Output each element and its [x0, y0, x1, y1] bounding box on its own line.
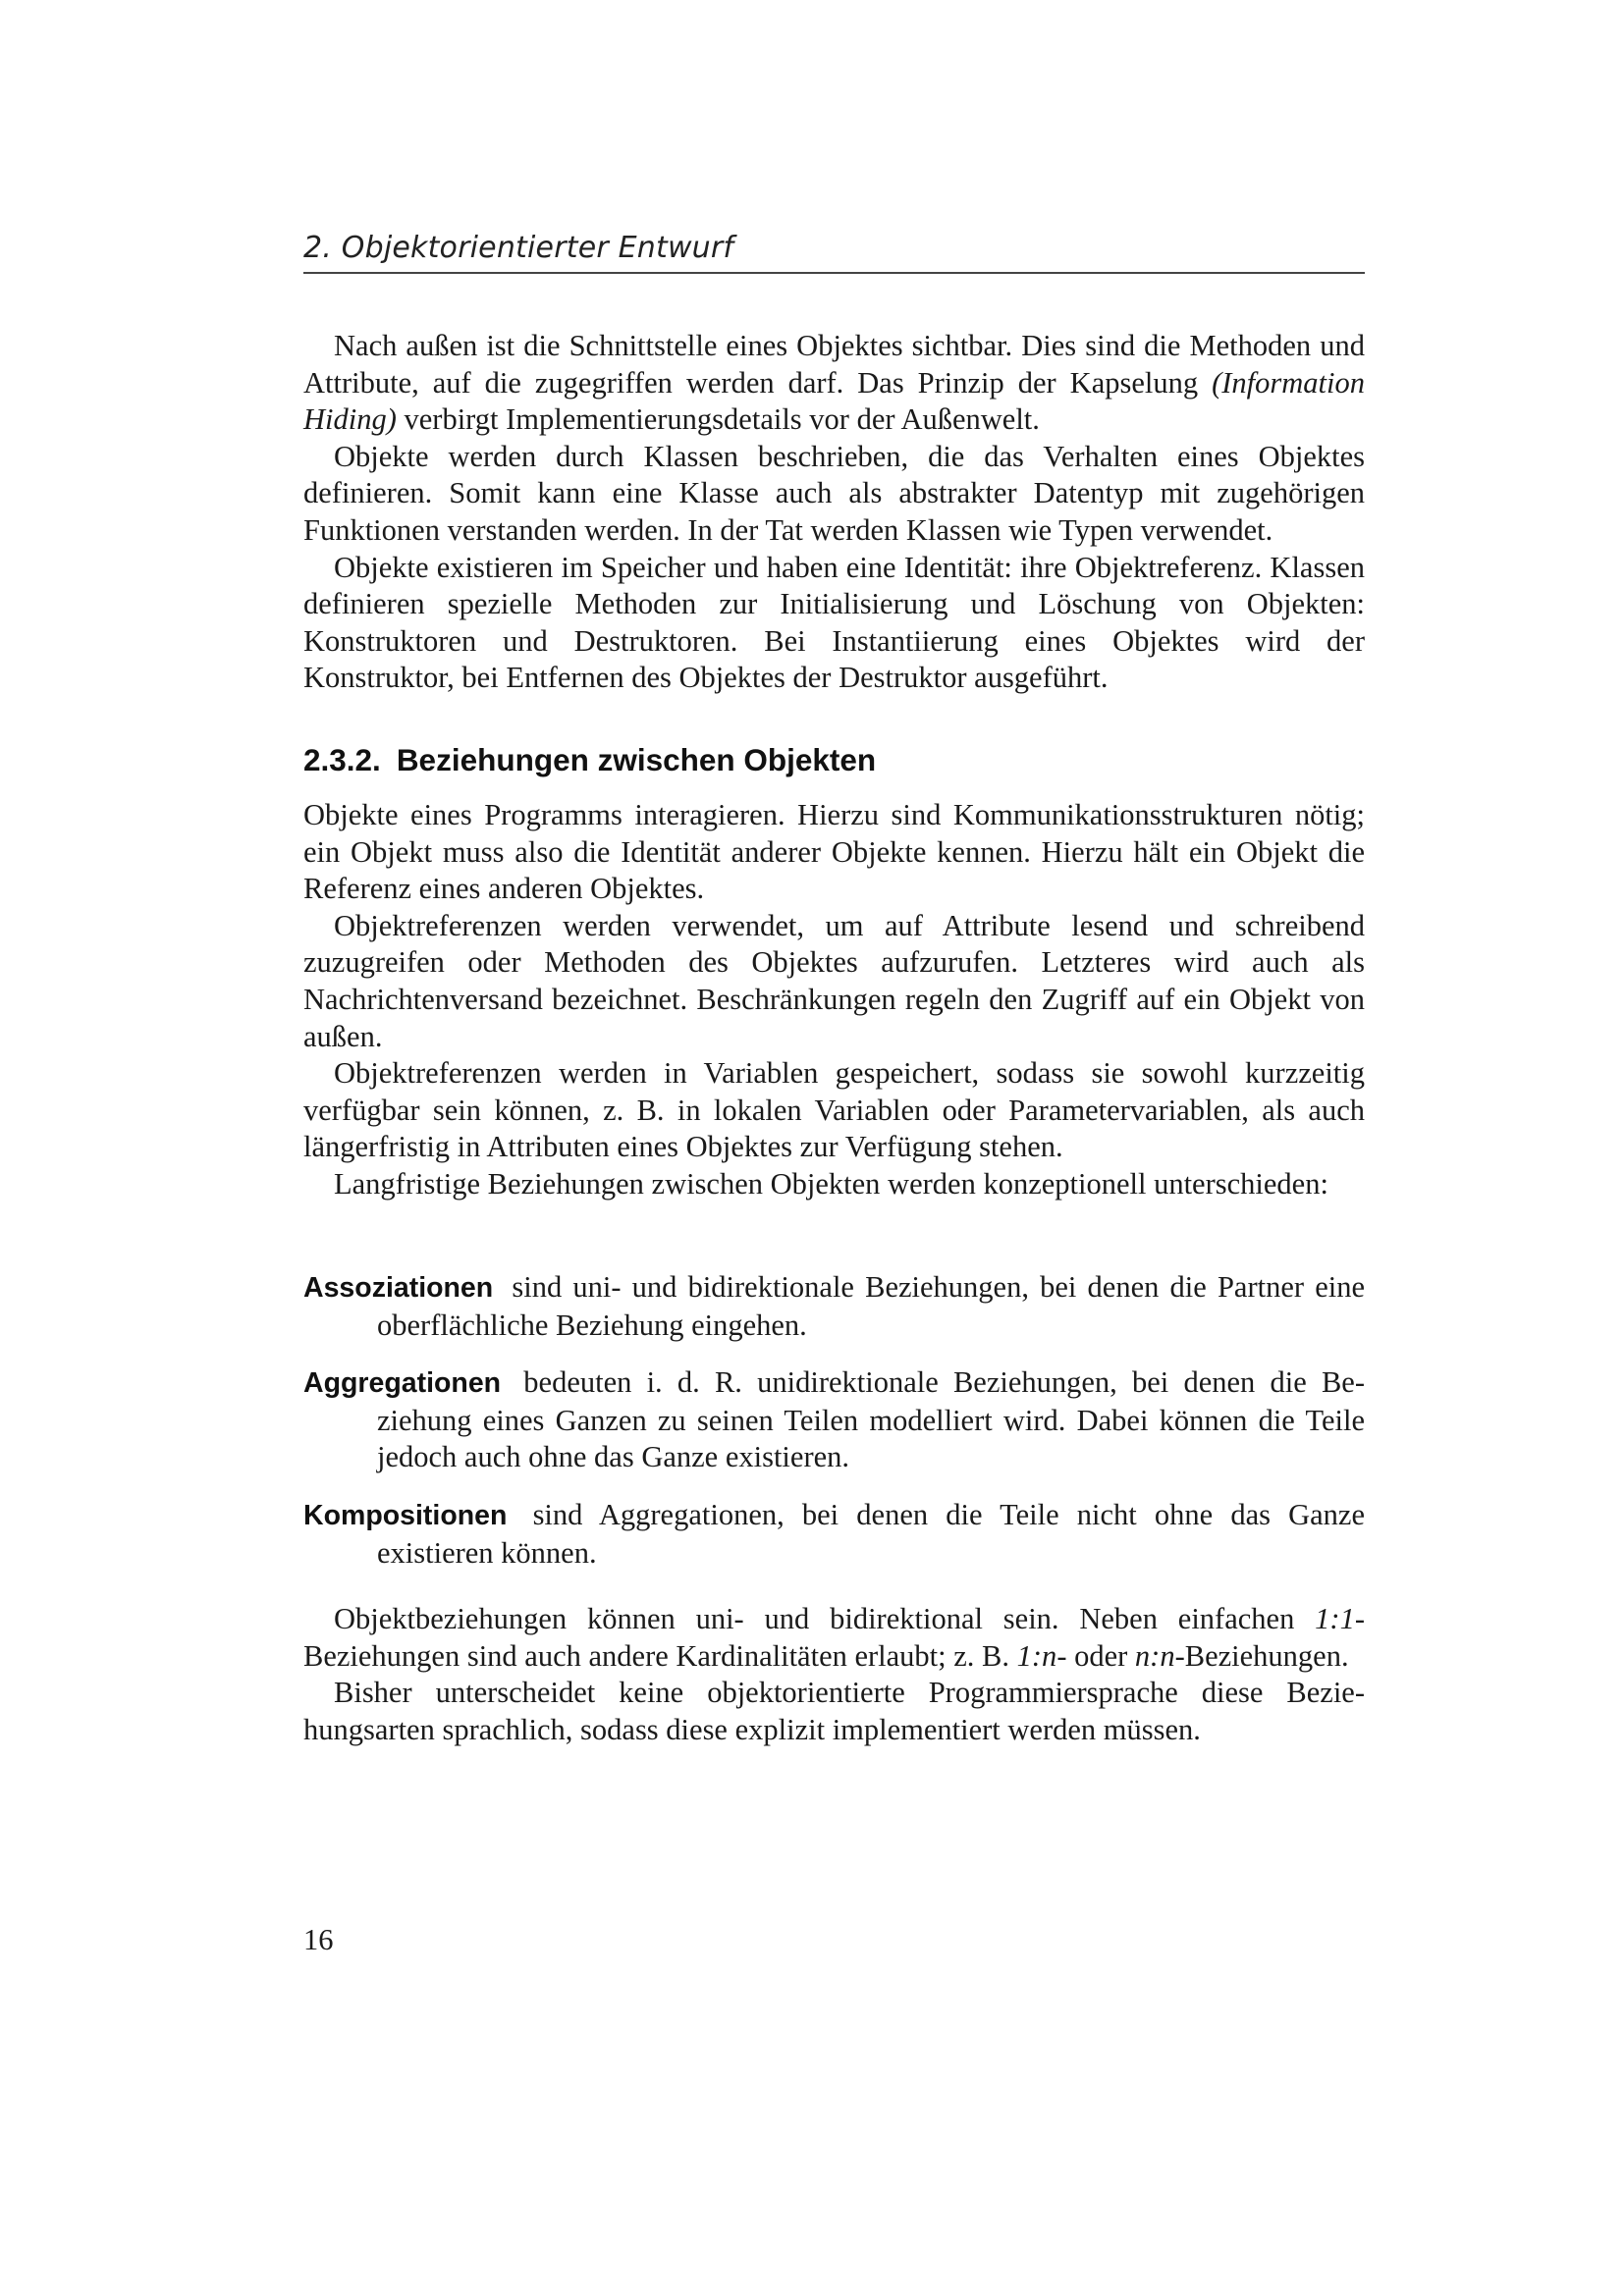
definition-item	[303, 1364, 1365, 1476]
definition-term: Aggregationen	[303, 1367, 502, 1400]
header-rule	[303, 272, 1365, 274]
paragraph: Objekte werden durch Klassen beschrieben, die das Verhalten eines Objektes definieren. Somit kann eine Klasse auch als abstrakter Datentyp mit zugehörigen Funktionen verstanden werden. In der Tat werden Klassen wie Typen verwendet.	[303, 439, 1365, 547]
definition-description: sind Aggregationen, bei denen die Teile nicht ohne das Ganze existieren können.	[377, 1497, 1366, 1570]
definition-term: Kompositionen	[303, 1499, 508, 1531]
paragraph: Objektbeziehungen können uni- und bidirektional sein. Neben einfachen 1:1-Beziehungen sind auch andere Kardinalitäten erlaubt; z. B. 1:n- oder n:n-Beziehungen.	[303, 1602, 1365, 1673]
definition-item	[303, 1269, 1365, 1344]
closing-text-block	[303, 1601, 1365, 1748]
section-title: Beziehungen zwischen Objekten	[396, 742, 877, 777]
paragraph: Bisher unterscheidet keine objektorientierte Programmiersprache diese Beziehungsarten sprachlich, sodass diese explizit implementiert werden müssen.	[303, 1676, 1365, 1746]
definition-list	[303, 1269, 1365, 1592]
paragraph: Objektreferenzen werden verwendet, um auf Attribute lesend und schreibend zuzugreifen oder Methoden des Objektes aufzurufen. Letzteres wird auch als Nachrichtenversand bezeichnet. Beschränkungen regeln den Zugriff auf ein Objekt von außen.	[303, 908, 1365, 1053]
definition-item	[303, 1497, 1365, 1572]
definition-description: sind uni- und bidirektionale Beziehungen, bei denen die Partner eine oberflächliche Beziehung eingehen.	[377, 1270, 1365, 1342]
section-heading	[303, 738, 1365, 781]
definition-description: bedeuten i. d. R. unidirektionale Beziehungen, bei denen die Beziehung eines Ganzen zu seinen Teilen modelliert wird. Dabei können die Teile jedoch auch ohne das Ganze existieren.	[377, 1365, 1365, 1474]
section-number: 2.3.2.	[303, 742, 381, 777]
paragraph: Objektreferenzen werden in Variablen gespeichert, sodass sie sowohl kurzzeitig verfügbar sein können, z. B. in lokalen Variablen oder Parametervariablen, als auch längerfristig in Attributen eines Objektes zur Verfügung stehen.	[303, 1056, 1365, 1164]
section-text-block	[303, 797, 1365, 1203]
paragraph: Objekte existieren im Speicher und haben eine Identität: ihre Objektreferenz. Klassen definieren spezielle Methoden zur Initialisierung und Löschung von Objekten: Konstruktoren und Destruktoren. Bei Instantiierung eines Objektes wird der Konstruktor, bei Entfernen des Objektes der Destruktor ausgeführt.	[303, 550, 1365, 695]
paragraph: Objekte eines Programms interagieren. Hierzu sind Kommunikationsstrukturen nötig; ein Objekt muss also die Identität anderer Objekte kennen. Hierzu hält ein Objekt die Referenz eines anderen Objektes.	[303, 798, 1365, 906]
paragraph: Nach außen ist die Schnittstelle eines Objektes sichtbar. Dies sind die Methoden und Attribute, auf die zugegriffen werden darf. Das Prinzip der Kapselung (Information Hiding) verbirgt Implementierungsdetails vor der Außenwelt.	[303, 329, 1365, 437]
page-number: 16	[303, 1923, 334, 1956]
intro-text-block	[303, 328, 1365, 697]
definition-term: Assoziationen	[303, 1272, 494, 1304]
paragraph: Langfristige Beziehungen zwischen Objekten werden konzeptionell unterschieden:	[334, 1166, 1328, 1201]
running-header: 2. Objektorientierter Entwurf	[303, 231, 734, 265]
